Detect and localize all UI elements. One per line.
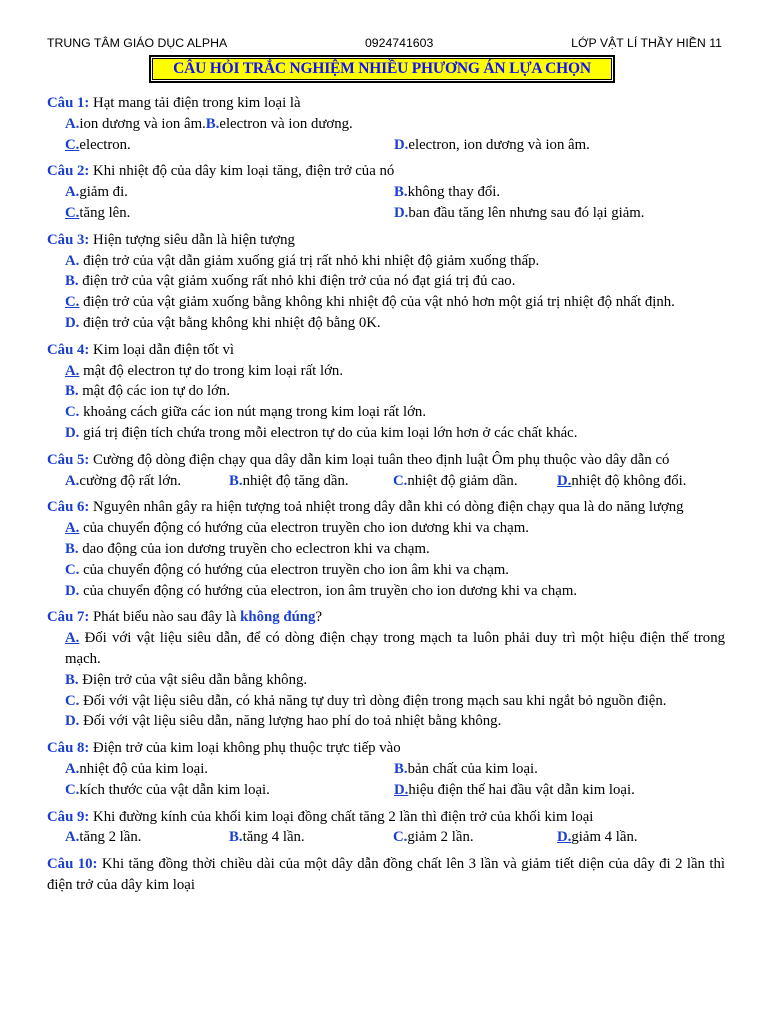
option-cell [557, 827, 721, 848]
answer-option [65, 630, 725, 667]
answer-option [557, 471, 721, 492]
question-text: Khi nhiệt độ của dây kim loại tăng, điện trở của nó [89, 163, 395, 180]
answer-option [65, 471, 229, 492]
answer-option [65, 383, 230, 399]
option-text: không thay đổi. [407, 184, 501, 201]
question-suffix: ? [315, 609, 323, 626]
option-letter: C. [393, 829, 408, 846]
option-letter: A. [65, 630, 80, 647]
option-cell [65, 827, 229, 848]
answer-options [47, 518, 725, 601]
option-letter: A. [65, 252, 80, 269]
option-text: giá trị điện tích chứa trong mỗi electron tự do của kim loại lớn hơn ở các chất khác. [79, 424, 578, 441]
question-number: Câu 3: [47, 231, 90, 248]
question-number: Câu 2: [47, 163, 90, 180]
answer-option [65, 294, 675, 310]
option-letter: B. [65, 273, 79, 290]
question-stem [47, 738, 725, 759]
option-text: của chuyển động có hướng của electron truyền cho ion dương khi va chạm. [79, 520, 529, 537]
question-number: Câu 8: [47, 740, 90, 757]
answer-option [65, 425, 577, 441]
answer-option [65, 253, 539, 269]
header-class-name: LỚP VẬT LÍ THẦY HIỀN 11 [571, 36, 722, 50]
question-highlight: không đúng [240, 609, 316, 626]
question-number: Câu 4: [47, 341, 90, 358]
option-text: hiệu điện thế hai đầu vật dẫn kim loại. [408, 781, 635, 798]
option-text: Đối với vật liệu siêu dẫn, để có dòng điện chạy trong mạch ta luôn phải duy trì một hiệu điện thế trong mạch. [65, 630, 725, 667]
option-row [65, 827, 725, 848]
option-cell [65, 759, 394, 780]
question-text: Hiện tượng siêu dẫn là hiện tượng [89, 231, 295, 248]
option-text: mật độ electron tự do trong kim loại rất lớn. [79, 362, 344, 379]
option-row [65, 518, 725, 539]
option-row [65, 271, 725, 292]
option-text: Đối với vật liệu siêu dẫn, có khả năng tự duy trì dòng điện trong mạch sau khi ngắt bỏ nguồn điện. [79, 692, 667, 709]
question-block [47, 93, 725, 155]
header-center-name: TRUNG TÂM GIÁO DỤC ALPHA [47, 36, 228, 50]
answer-option [65, 315, 381, 331]
question-stem [47, 340, 725, 361]
option-row [65, 203, 725, 224]
answer-option [394, 135, 590, 156]
question-number: Câu 6: [47, 499, 90, 516]
option-text: bản chất của kim loại. [407, 760, 538, 777]
option-letter: D. [65, 424, 80, 441]
option-text: giảm 4 lần. [571, 829, 638, 846]
question-block [47, 450, 725, 492]
question-text: Điện trở của kim loại không phụ thuộc trực tiếp vào [89, 740, 401, 757]
option-text: kích thước của vật dẫn kim loại. [79, 781, 270, 798]
question-number: Câu 7: [47, 609, 90, 626]
answer-option [65, 114, 206, 135]
option-letter: B. [394, 184, 408, 201]
option-text: cường độ rất lớn. [79, 472, 182, 489]
option-cell [229, 471, 393, 492]
option-row [65, 780, 725, 801]
option-row [65, 670, 725, 691]
answer-option [65, 203, 394, 224]
option-text: ion dương và ion âm. [79, 115, 206, 132]
option-cell [557, 471, 721, 492]
option-row [65, 361, 725, 382]
option-row [65, 471, 725, 492]
option-row [65, 313, 725, 334]
answer-options [47, 628, 725, 732]
question-stem [47, 93, 725, 114]
question-stem [47, 230, 725, 251]
answer-option [65, 827, 229, 848]
answer-option [394, 780, 635, 801]
answer-option [65, 759, 394, 780]
option-text: điện trở của vật giảm xuống rất nhỏ khi điện trở của nó đạt giá trị đủ cao. [78, 273, 516, 290]
option-letter: C. [65, 781, 80, 798]
option-letter: C. [65, 692, 80, 709]
answer-option [65, 541, 430, 557]
question-text: Kim loại dẫn điện tốt vì [89, 341, 235, 358]
option-row [65, 182, 725, 203]
option-text: electron. [79, 136, 131, 153]
question-stem [47, 450, 725, 471]
title-box [149, 55, 615, 83]
question-list [47, 93, 725, 902]
option-letter: A. [65, 472, 80, 489]
option-cell [65, 780, 394, 801]
option-letter: A. [65, 362, 80, 379]
option-letter: C. [65, 204, 80, 221]
page-header [47, 34, 722, 52]
option-letter: A. [65, 760, 80, 777]
option-letter: B. [65, 383, 79, 400]
answer-option [65, 182, 394, 203]
question-text: Khi đường kính của khối kim loại đồng chất tăng 2 lần thì điện trở của khối kim loại [89, 808, 594, 825]
question-stem [47, 161, 725, 182]
option-text: mật độ các ion tự do lớn. [78, 383, 231, 400]
option-letter: C. [393, 472, 408, 489]
option-letter: D. [557, 829, 572, 846]
option-letter: D. [394, 781, 409, 798]
option-letter: A. [65, 829, 80, 846]
option-row [65, 560, 725, 581]
answer-option [65, 562, 509, 578]
answer-options [47, 182, 725, 224]
option-text: tăng 2 lần. [79, 829, 142, 846]
answer-options [47, 759, 725, 801]
answer-option [394, 759, 538, 780]
option-cell [65, 203, 394, 224]
option-letter: C. [65, 294, 80, 311]
option-row [65, 251, 725, 272]
option-letter: A. [65, 520, 80, 537]
option-text: electron và ion dương. [219, 115, 353, 132]
option-text: giảm 2 lần. [407, 829, 474, 846]
page-title: CÂU HỎI TRẮC NGHIỆM NHIỀU PHƯƠNG ÁN LỰA CHỌN [152, 58, 612, 80]
answer-option [229, 827, 393, 848]
answer-options [47, 827, 725, 848]
option-letter: B. [65, 540, 79, 557]
option-text: nhiệt độ của kim loại. [79, 760, 209, 777]
option-cell [394, 203, 644, 224]
question-stem [47, 497, 725, 518]
option-letter: B. [205, 115, 220, 132]
question-number: Câu 9: [47, 808, 90, 825]
answer-options [47, 361, 725, 444]
option-letter: C. [65, 404, 80, 421]
option-text: điện trở của vật bằng không khi nhiệt độ bằng 0K. [79, 314, 381, 331]
option-cell [394, 135, 590, 156]
option-cell [229, 827, 393, 848]
question-block [47, 497, 725, 601]
option-text: Đối với vật liệu siêu dẫn, năng lượng hao phí do toả nhiệt bằng không. [79, 713, 502, 730]
option-text: khoảng cách giữa các ion nút mạng trong kim loại rất lớn. [79, 404, 427, 421]
question-text: Khi tăng đồng thời chiều dài của một dây dẫn đồng chất lên 3 lần và giảm tiết diện của dây đi 2 lần thì điện trở của dây kim loại [47, 856, 725, 893]
question-text: Cường độ dòng điện chạy qua dây dẫn kim loại tuân theo định luật Ôm phụ thuộc vào dây dẫn có [89, 451, 670, 468]
header-phone: 0924741603 [364, 36, 434, 50]
option-letter: B. [229, 829, 243, 846]
answer-option [65, 693, 666, 709]
option-row [65, 402, 725, 423]
option-text: của chuyển động có hướng của electron, ion âm truyền cho ion dương khi va chạm. [79, 582, 578, 599]
option-letter: D. [65, 314, 80, 331]
question-stem [47, 854, 725, 896]
option-letter: B. [65, 671, 79, 688]
question-block [47, 161, 725, 223]
option-text: điện trở của vật giảm xuống bằng không khi nhiệt độ của vật nhỏ hơn một giá trị nhiệt độ nhất định. [79, 294, 675, 311]
question-block [47, 340, 725, 444]
option-row [65, 581, 725, 602]
option-letter: D. [65, 582, 80, 599]
answer-option [393, 471, 557, 492]
option-cell [394, 759, 538, 780]
question-number: Câu 10: [47, 856, 98, 873]
answer-option [65, 713, 501, 729]
option-text: nhiệt độ tăng dần. [242, 472, 349, 489]
answer-option [206, 114, 353, 135]
option-letter: D. [65, 713, 80, 730]
option-letter: A. [65, 115, 80, 132]
option-text: electron, ion dương và ion âm. [408, 136, 590, 153]
option-letter: B. [394, 760, 408, 777]
option-cell [65, 182, 394, 203]
question-text: Nguyên nhân gây ra hiện tượng toả nhiệt trong dây dẫn khi có dòng điện chạy qua là do năng lượng [89, 499, 684, 516]
answer-option [65, 780, 394, 801]
option-text: nhiệt độ không đổi. [571, 472, 687, 489]
option-text: ban đầu tăng lên nhưng sau đó lại giảm. [408, 204, 645, 221]
answer-option [229, 471, 393, 492]
option-row [65, 628, 725, 670]
answer-option [394, 182, 500, 203]
answer-option [557, 827, 721, 848]
option-text: tăng 4 lần. [242, 829, 305, 846]
option-text: tăng lên. [79, 204, 131, 221]
option-letter: B. [229, 472, 243, 489]
answer-option [65, 135, 394, 156]
option-cell [394, 182, 500, 203]
option-letter: C. [65, 136, 80, 153]
answer-option [65, 672, 307, 688]
option-cell [65, 471, 229, 492]
option-text: Điện trở của vật siêu dẫn bằng không. [78, 671, 308, 688]
question-block [47, 854, 725, 896]
option-row [65, 691, 725, 712]
question-stem [47, 807, 725, 828]
option-row [65, 423, 725, 444]
option-row [65, 539, 725, 560]
option-row [65, 711, 725, 732]
option-letter: C. [65, 561, 80, 578]
option-text: dao động của ion dương truyền cho eclectron khi va chạm. [78, 540, 430, 557]
option-text: giảm đi. [79, 184, 128, 201]
answer-option [65, 583, 577, 599]
option-cell [393, 827, 557, 848]
answer-option [65, 520, 529, 536]
answer-option [65, 363, 343, 379]
answer-options [47, 471, 725, 492]
option-text: điện trở của vật dẫn giảm xuống giá trị rất nhỏ khi nhiệt độ giảm xuống thấp. [79, 252, 540, 269]
answer-option [65, 273, 515, 289]
question-block [47, 738, 725, 800]
option-letter: D. [394, 204, 409, 221]
answer-options [47, 251, 725, 334]
option-row [65, 114, 725, 135]
option-row [65, 135, 725, 156]
option-letter: A. [65, 184, 80, 201]
option-cell [394, 780, 635, 801]
option-cell [393, 471, 557, 492]
question-text: Phát biểu nào sau đây là [89, 609, 241, 626]
answer-option [65, 404, 426, 420]
answer-option [393, 827, 557, 848]
option-row [65, 759, 725, 780]
question-number: Câu 5: [47, 451, 90, 468]
question-block [47, 230, 725, 334]
option-text: của chuyển động có hướng của electron truyền cho ion âm khi va chạm. [79, 561, 509, 578]
answer-option [394, 203, 644, 224]
question-block [47, 607, 725, 732]
question-stem [47, 607, 725, 628]
answer-options [47, 114, 725, 156]
option-letter: D. [394, 136, 409, 153]
option-row [65, 292, 725, 313]
option-letter: D. [557, 472, 572, 489]
option-text: nhiệt độ giảm dần. [407, 472, 518, 489]
question-text: Hạt mang tải điện trong kim loại là [89, 95, 301, 111]
question-number: Câu 1: [47, 95, 90, 111]
option-row [65, 381, 725, 402]
option-cell [65, 135, 394, 156]
question-block [47, 807, 725, 849]
